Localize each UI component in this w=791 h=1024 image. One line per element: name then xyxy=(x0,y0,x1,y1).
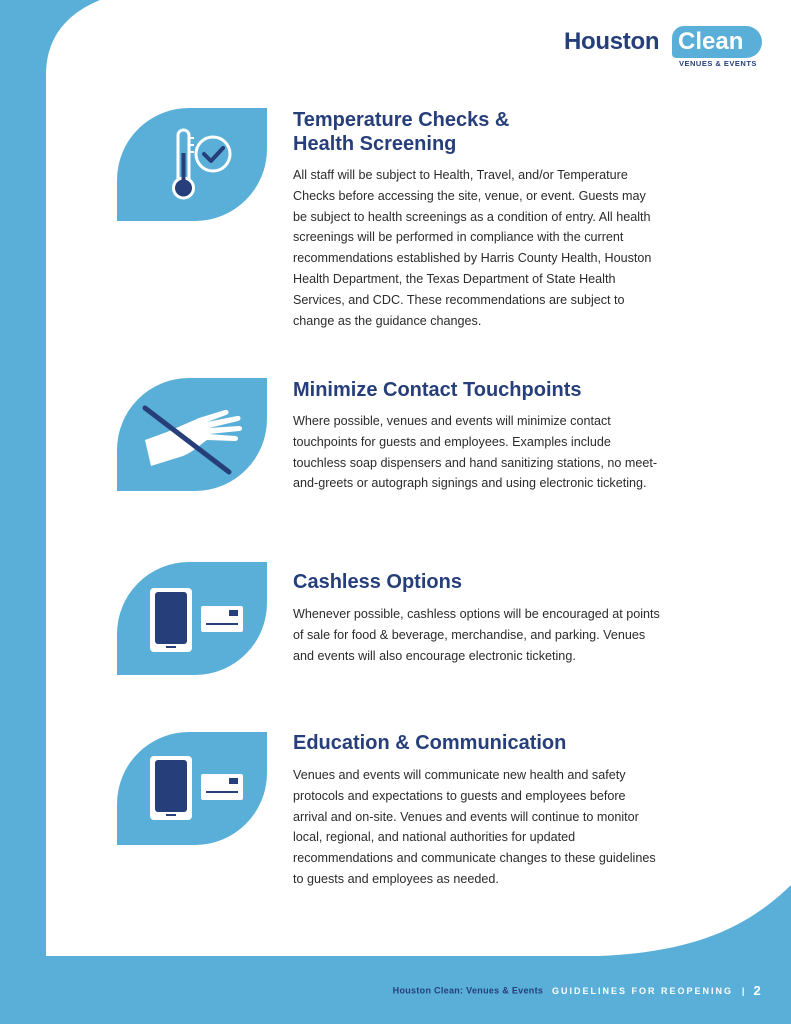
footer-doc-name: Houston Clean: Venues & Events xyxy=(392,985,544,996)
thermometer-check-icon xyxy=(117,108,267,221)
section-title: Cashless Options xyxy=(293,571,462,593)
section-body: Venues and events will communicate new health and safety protocols and expectations to guests and employees before arrival and on-site. Venues and events will continue to monitor local, regional, and national authorities for updated recommendations and communicate changes to these guidelines to guests and employees as needed. xyxy=(293,768,656,886)
page-footer xyxy=(393,983,761,999)
page-number: 2 xyxy=(753,983,761,998)
section-title: Minimize Contact Touchpoints xyxy=(293,379,582,401)
section-title-line2: Health Screening xyxy=(293,133,457,155)
phone-card-icon xyxy=(117,732,267,845)
section-title-line1: Temperature Checks & xyxy=(293,109,510,131)
logo-tagline: VENUES & EVENTS xyxy=(679,59,757,68)
section-title xyxy=(293,108,673,156)
houston-clean-logo xyxy=(564,26,764,72)
no-touch-hand-icon xyxy=(117,378,267,491)
section-body: Where possible, venues and events will minimize contact touchpoints for guests and employees. Examples include touchless soap dispensers and hand sanitizing stations, no meet-and-greets or autograph signings and using electronic ticketing. xyxy=(293,414,658,491)
footer-separator: | xyxy=(741,985,745,996)
logo-text-houston: Houston xyxy=(564,28,660,55)
section-body: Whenever possible, cashless options will be encouraged at points of sale for food & beverage, merchandise, and parking. Venues and events will also encourage electronic ticketing. xyxy=(293,607,660,663)
logo-text-clean: Clean xyxy=(678,28,744,55)
section-body: All staff will be subject to Health, Travel, and/or Temperature Checks before accessing the site, venue, or event. Guests may be subject to health screenings as a condition of entry. All health screenings will be performed in compliance with the current recommendations established by Harris County Health, Houston Health Department, the Texas Department of State Health Services, and CDC. These recommendations are subject to change as the guidance changes. xyxy=(293,168,652,328)
footer-doc-type: GUIDELINES FOR REOPENING xyxy=(552,985,734,996)
phone-card-icon xyxy=(117,562,267,675)
section-title: Education & Communication xyxy=(293,732,567,754)
